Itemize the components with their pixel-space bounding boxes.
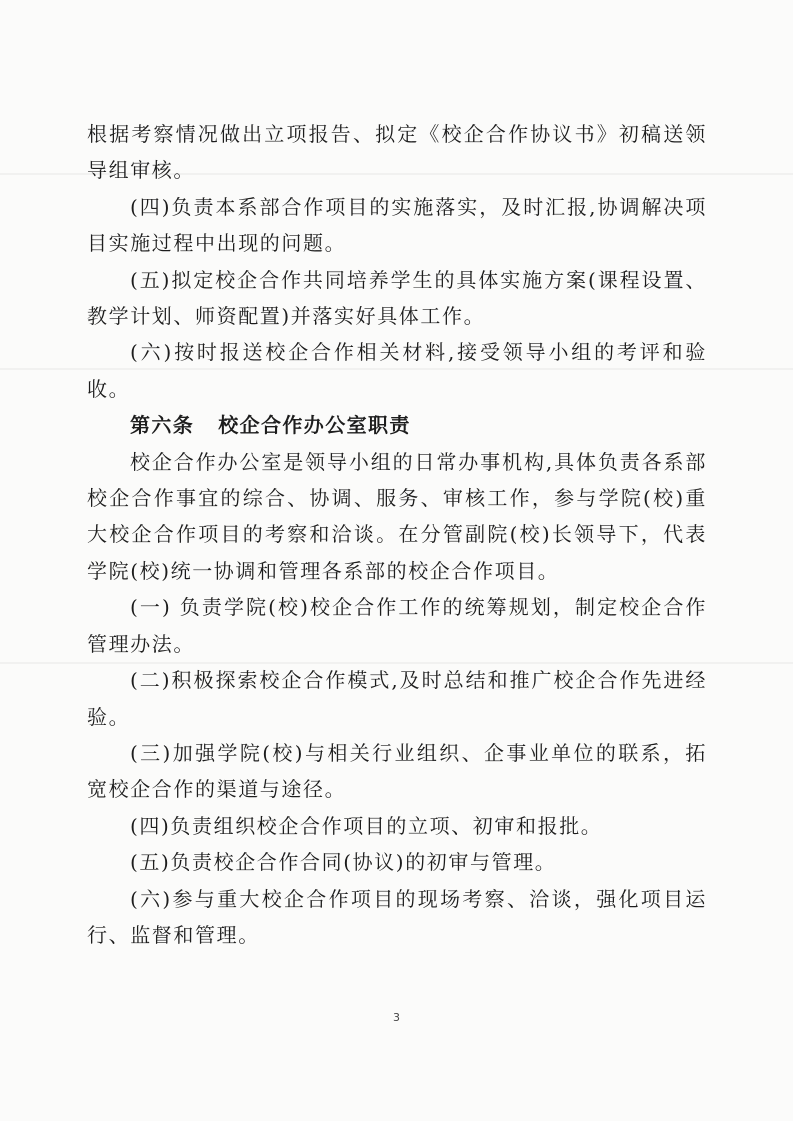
page-number: 3 — [393, 1011, 400, 1024]
section-heading — [87, 407, 707, 443]
paragraph-item-6: (六)按时报送校企合作相关材料,接受领导小组的考评和验收。 — [87, 340, 707, 401]
document-body — [87, 116, 707, 953]
section-title: 校企合作办公室职责 — [218, 413, 411, 438]
duty-item-1: (一) 负责学院(校)校企合作工作的统筹规划，制定校企合作管理办法。 — [87, 595, 707, 656]
section-intro-paragraph: 校企合作办公室是领导小组的日常办事机构,具体负责各系部校企合作事宜的综合、协调、服务、审核工作，参与学院(校)重大校企合作项目的考察和洽谈。在分管副院(校)长领导下，代表学院(校)统一协调和管理各系部的校企合作项目。 — [87, 449, 707, 583]
duty-item-4: (四)负责组织校企合作项目的立项、初审和报批。 — [130, 813, 603, 838]
duty-item-6: (六)参与重大校企合作项目的现场考察、洽谈，强化项目运行、监督和管理。 — [87, 886, 707, 947]
paragraph-item-5: (五)拟定校企合作共同培养学生的具体实施方案(课程设置、教学计划、师资配置)并落实好具体工作。 — [87, 267, 707, 329]
duty-item-2: (二)积极探索校企合作模式,及时总结和推广校企合作先进经验。 — [87, 668, 707, 729]
paragraph-item-4: (四)负责本系部合作项目的实施落实，及时汇报,协调解决项目实施过程中出现的问题。 — [87, 194, 707, 256]
duty-item-3: (三)加强学院(校)与相关行业组织、企事业单位的联系，拓宽校企合作的渠道与途径。 — [87, 740, 707, 802]
section-number: 第六条 — [130, 413, 195, 438]
duty-item-5: (五)负责校企合作合同(协议)的初审与管理。 — [130, 850, 557, 875]
paragraph-continuation: 根据考察情况做出立项报告、拟定《校企合作协议书》初稿送领导组审核。 — [87, 122, 707, 183]
